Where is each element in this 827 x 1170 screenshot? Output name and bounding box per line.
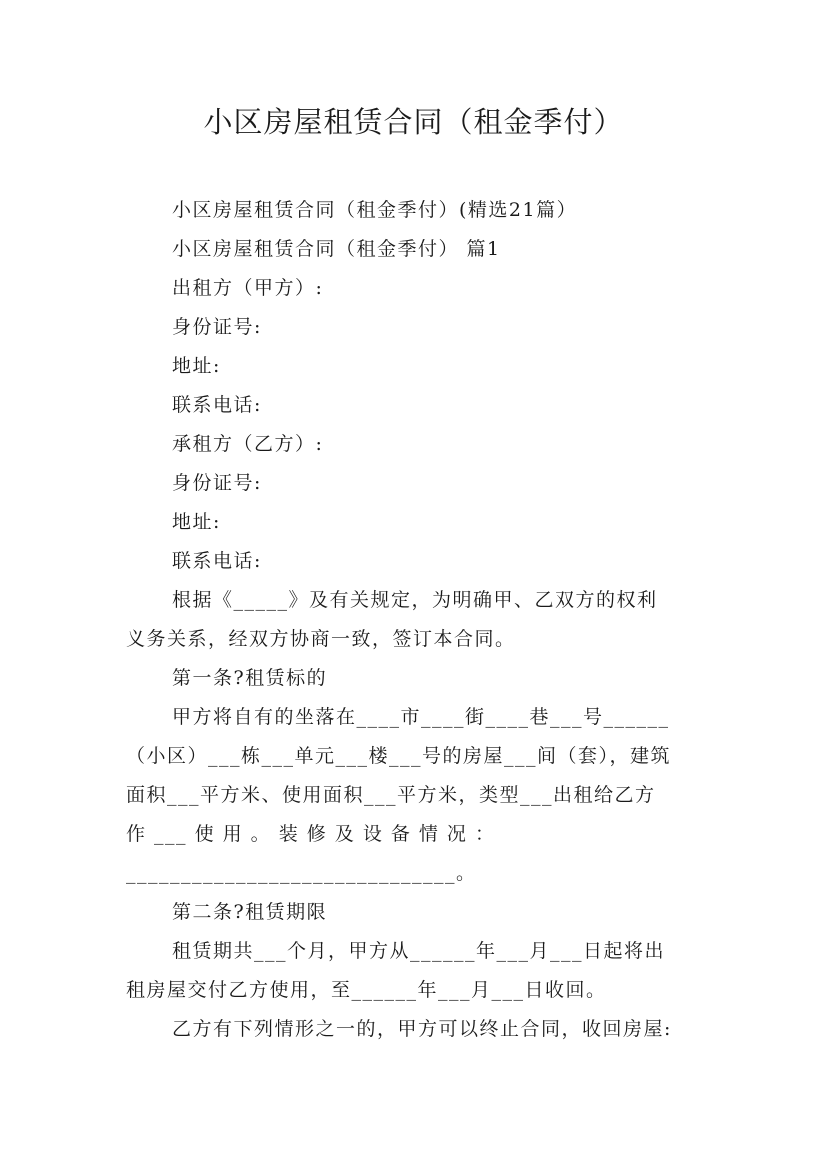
text-line: 根据《_____》及有关规定，为明确甲、乙双方的权利 (172, 589, 658, 611)
text-line: 身份证号: (172, 316, 262, 338)
text-line: 小区房屋租赁合同（租金季付）(精选21篇） (172, 199, 578, 221)
text-line: 租房屋交付乙方使用，至______年___月___日收回。 (126, 979, 607, 1001)
text-line: 甲方将自有的坐落在____市____街____巷___号______ (172, 706, 670, 728)
text-line: 联系电话: (172, 550, 262, 572)
text-line: 作 ___ 使 用 。 装 修 及 设 备 情 况 ： (126, 823, 496, 845)
text-line: 地址: (172, 511, 221, 533)
text-line: ______________________________。 (126, 862, 477, 884)
text-line: 身份证号: (172, 472, 262, 494)
section-heading: 第一条?租赁标的 (172, 667, 328, 689)
text-line: 承租方（乙方）: (172, 433, 324, 455)
text-line: 义务关系，经双方协商一致，签订本合同。 (126, 628, 516, 650)
text-line: 乙方有下列情形之一的，甲方可以终止合同，收回房屋: (172, 1018, 672, 1040)
text-line: 小区房屋租赁合同（租金季付） 篇1 (172, 238, 501, 260)
text-line: （小区）___栋___单元___楼___号的房屋___间（套），建筑 (126, 745, 672, 767)
text-line: 租赁期共___个月，甲方从______年___月___日起将出 (172, 940, 666, 962)
text-line: 面积___平方米、使用面积___平方米，类型___出租给乙方 (126, 784, 656, 806)
text-line: 地址: (172, 355, 221, 377)
document-title: 小区房屋租赁合同（租金季付） (203, 105, 624, 139)
text-line: 出租方（甲方）: (172, 277, 324, 299)
section-heading: 第二条?租赁期限 (172, 901, 328, 923)
text-line: 联系电话: (172, 394, 262, 416)
